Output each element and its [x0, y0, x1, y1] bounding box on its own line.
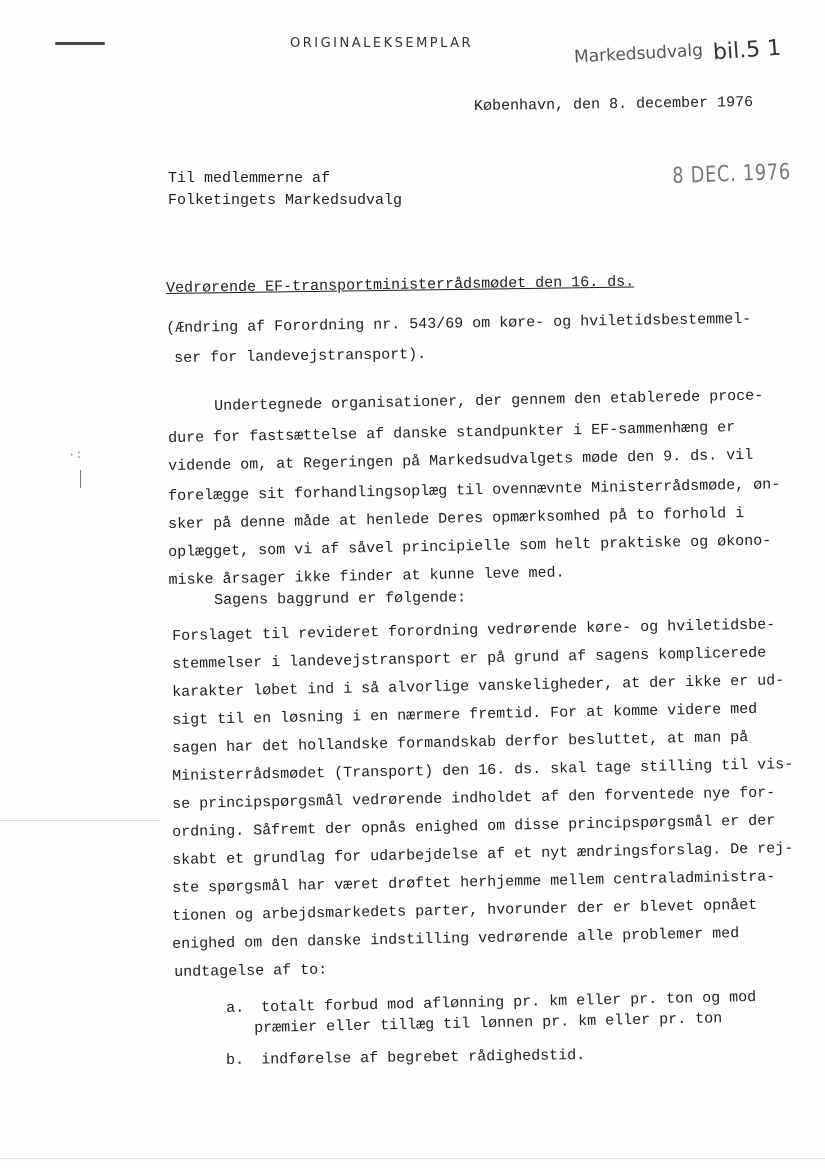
- handwritten-dash-mark: [55, 42, 105, 45]
- body-line: Ministerrådsmødet (Transport) den 16. ds. skal tage stilling til vis-: [172, 756, 794, 785]
- scan-artifact-line: [0, 820, 160, 821]
- body-line: enighed om den danske indstilling vedrørende alle problemer med: [172, 925, 740, 953]
- margin-mark: ·:: [68, 448, 83, 462]
- body-line: ser for landevejstransport).: [174, 346, 427, 367]
- body-line: se principspørgsmål vedrørende indholdet af den forventede nye for-: [172, 784, 776, 813]
- list-item-a-continuation: præmier eller tillæg til lønnen pr. km eller pr. ton: [254, 1010, 723, 1037]
- list-marker: b.: [226, 1051, 245, 1069]
- recipient-line-2: Folketingets Markedsudvalg: [168, 192, 403, 209]
- list-item-text: indførelse af begrebet rådighedstid.: [261, 1046, 586, 1069]
- body-line: ordning. Såfremt der opnås enighed om disse principspørgsmål er der: [172, 812, 776, 841]
- body-line: vidende om, at Regeringen på Markedsudvalgets møde den 9. ds. vil: [168, 446, 754, 475]
- body-line: stemmelser i landevejstransport er på grund af sagens komplicerede: [172, 644, 767, 673]
- body-line: karakter løbet ind i så alvorlige vanskeligheder, at der ikke er ud-: [172, 672, 785, 701]
- body-line: sigt til en løsning i en nærmere fremtid. For at komme videre med: [172, 700, 758, 729]
- body-line: tionen og arbejdsmarkedets parter, hvorunder der er blevet opnået: [172, 896, 758, 925]
- body-line: dure for fastsættelse af danske standpunkter i EF-sammenhæng er: [168, 419, 736, 447]
- body-line: undtagelse af to:: [174, 961, 328, 981]
- body-line: sker på denne måde at henlede Deres opmærksomhed på to forhold i: [168, 504, 745, 533]
- body-line: forelægge sit forhandlingsoplæg til ovennævnte Ministerrådsmøde, øn-: [168, 476, 781, 505]
- list-item-b: [226, 1047, 585, 1069]
- original-copy-stamp: ORIGINALEKSEMPLAR: [290, 36, 474, 51]
- body-line: Undertegnede organisationer, der gennem den etablerede proce-: [214, 387, 764, 415]
- body-line: oplægget, som vi af såvel principielle som helt praktiske og økono-: [168, 532, 772, 561]
- body-line: skabt et grundlag for udarbejdelse af et nyt ændringsforslag. De rej-: [172, 840, 794, 869]
- margin-line: [80, 470, 81, 488]
- enclosure-note: bil.5 1: [712, 35, 782, 66]
- scan-bottom-edge: [0, 1158, 825, 1159]
- committee-stamp: Markedsudvalg: [573, 40, 704, 68]
- list-item-text: totalt forbud mod aflønning pr. km eller pr. ton og mod: [261, 988, 757, 1017]
- body-line: miske årsager ikke finder at kunne leve med.: [168, 564, 565, 589]
- list-marker: a.: [226, 999, 245, 1017]
- section-intro: Sagens baggrund er følgende:: [214, 589, 467, 609]
- body-line: ste spørgsmål har været drøftet herhjemme mellem centraladministra-: [172, 868, 776, 897]
- place-and-date: København, den 8. december 1976: [473, 94, 754, 115]
- received-date-stamp: 8 DEC. 1976: [672, 159, 792, 189]
- recipient-line-1: Til medlemmerne af: [168, 170, 331, 187]
- body-line: (Ændring af Forordning nr. 543/69 om køre- og hviletidsbestemmel-: [166, 310, 752, 337]
- body-line: sagen har det hollandske formandskab derfor besluttet, at man på: [172, 728, 749, 757]
- subject-heading: Vedrørende EF-transportministerrådsmødet den 16. ds.: [166, 273, 635, 297]
- body-line: Forslaget til revideret forordning vedrørende køre- og hviletidsbe-: [172, 616, 776, 645]
